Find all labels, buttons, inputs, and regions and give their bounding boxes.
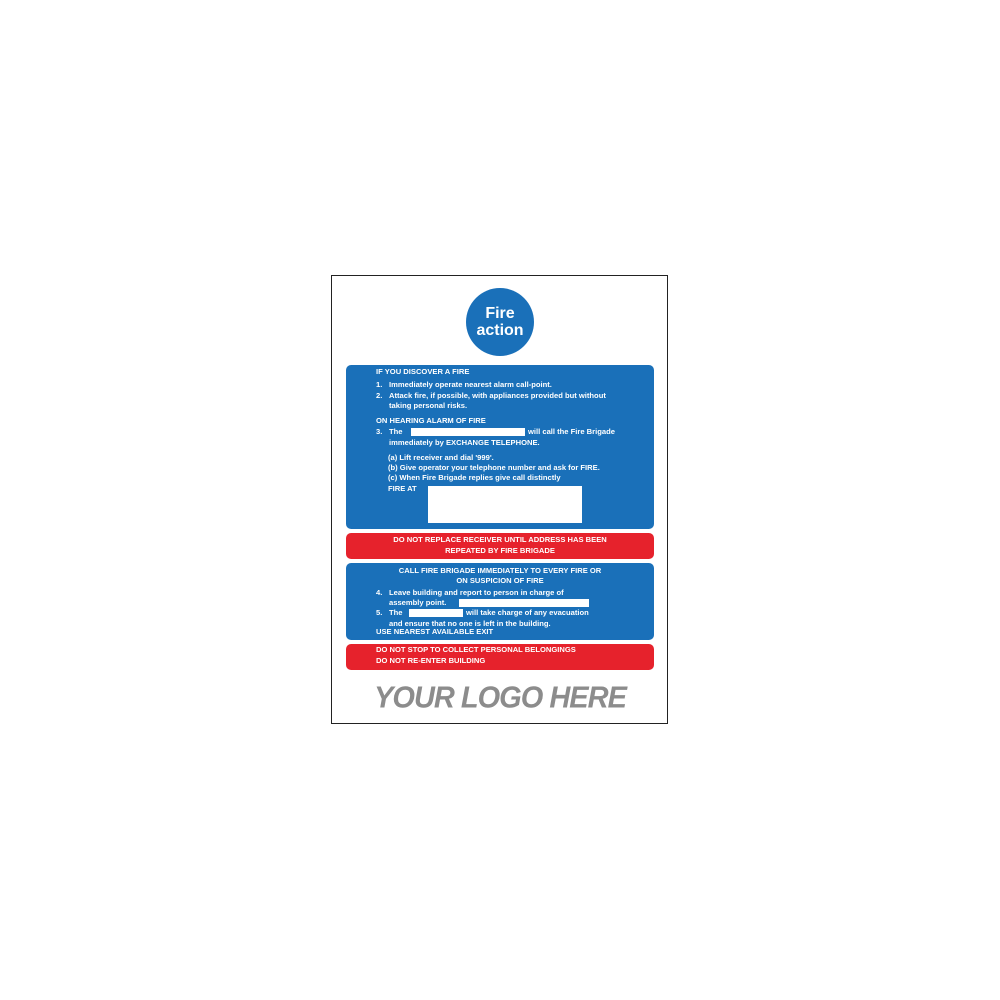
instruction-5-pre: The	[389, 608, 403, 617]
evacuation-person-field[interactable]	[409, 609, 463, 617]
exit-instruction: USE NEAREST AVAILABLE EXIT	[376, 627, 494, 636]
sub-instruction-c: (c) When Fire Brigade replies give call distinctly	[388, 473, 561, 482]
item-number: 2.	[376, 391, 383, 400]
fire-action-badge	[466, 288, 534, 356]
title-line2: action	[476, 322, 524, 339]
instruction-4-cont: assembly point.	[389, 598, 447, 607]
title-line1: Fire	[485, 305, 515, 322]
item-number: 5.	[376, 608, 383, 617]
alarm-heading: ON HEARING ALARM OF FIRE	[376, 416, 486, 425]
instruction-1: Immediately operate nearest alarm call-point.	[389, 380, 552, 389]
logo-placeholder: YOUR LOGO HERE	[374, 681, 626, 715]
instruction-3-post: will call the Fire Brigade	[528, 427, 615, 436]
warning1-line1: DO NOT REPLACE RECEIVER UNTIL ADDRESS HAS BEEN	[393, 535, 607, 544]
discover-heading: IF YOU DISCOVER A FIRE	[376, 367, 470, 376]
item-number: 3.	[376, 427, 383, 436]
instruction-2: Attack fire, if possible, with appliances provided but without	[389, 391, 606, 400]
item-number: 1.	[376, 380, 383, 389]
warning1-line2: REPEATED BY FIRE BRIGADE	[445, 546, 555, 555]
instruction-5-cont: and ensure that no one is left in the building.	[389, 619, 551, 628]
fire-at-label: FIRE AT	[388, 484, 417, 493]
item-number: 4.	[376, 588, 383, 597]
fire-address-field[interactable]	[428, 486, 582, 523]
sub-instruction-b: (b) Give operator your telephone number and ask for FIRE.	[388, 463, 600, 472]
instruction-3-cont: immediately by EXCHANGE TELEPHONE.	[389, 438, 540, 447]
warning2-line2: DO NOT RE-ENTER BUILDING	[376, 656, 486, 665]
call-brigade-heading2: ON SUSPICION OF FIRE	[456, 576, 544, 585]
warning2-line1: DO NOT STOP TO COLLECT PERSONAL BELONGINGS	[376, 645, 576, 654]
instruction-3-pre: The	[389, 427, 403, 436]
instruction-2-cont: taking personal risks.	[389, 401, 468, 410]
responsible-person-field[interactable]	[411, 428, 525, 436]
instruction-5-post: will take charge of any evacuation	[466, 608, 589, 617]
sub-instruction-a: (a) Lift receiver and dial '999'.	[388, 453, 494, 462]
assembly-point-field[interactable]	[459, 599, 589, 607]
instruction-4: Leave building and report to person in charge of	[389, 588, 564, 597]
call-brigade-heading1: CALL FIRE BRIGADE IMMEDIATELY TO EVERY FIRE OR	[398, 566, 602, 575]
